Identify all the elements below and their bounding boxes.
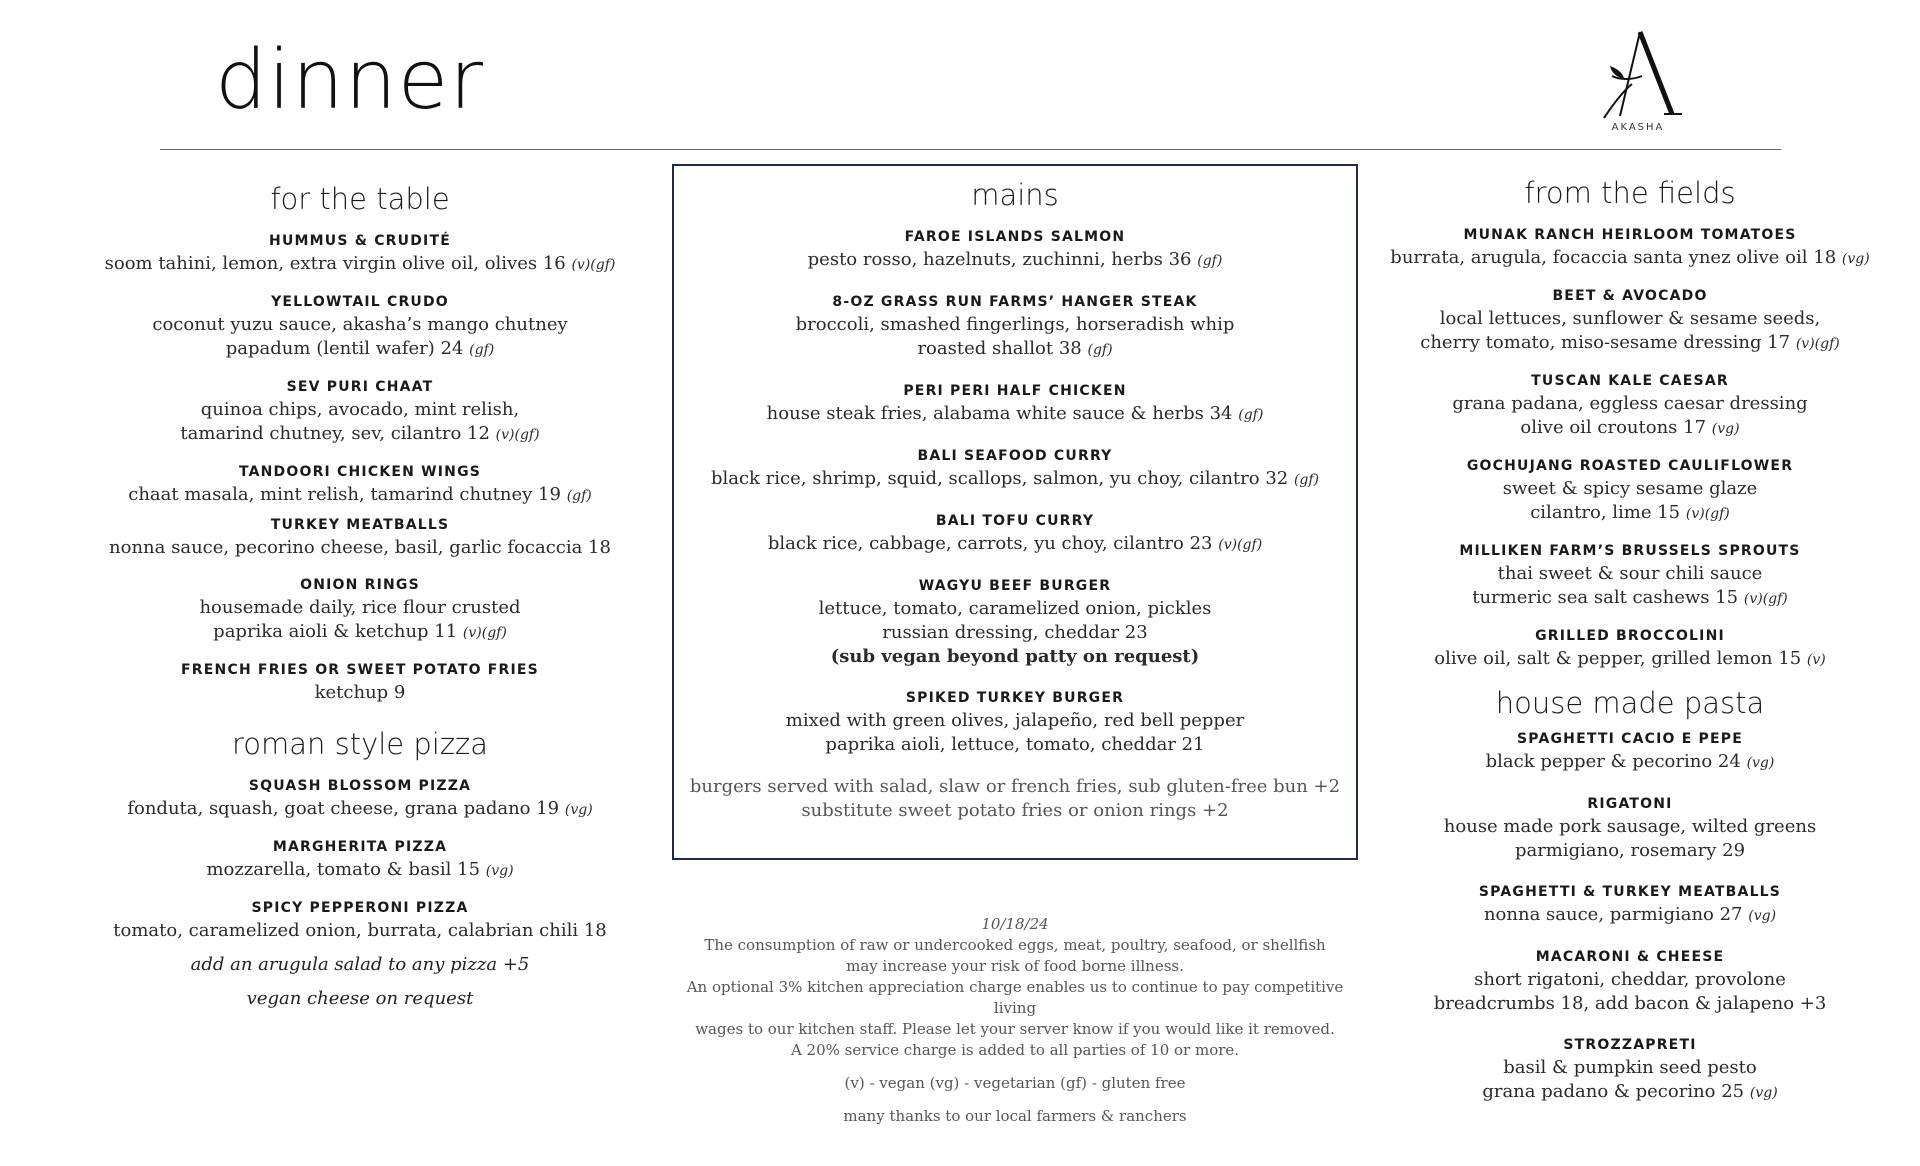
burger-note-line: burgers served with salad, slaw or french fries, sub gluten-free bun +2: [689, 776, 1341, 797]
thanks-note: many thanks to our local farmers & ranchers: [843, 1107, 1187, 1125]
item-name: GRILLED BROCCOLINI: [1535, 628, 1725, 644]
item-name: WAGYU BEEF BURGER: [918, 578, 1112, 594]
menu-item: [1385, 370, 1875, 441]
menu-item: [1385, 285, 1875, 356]
menu-item: [1385, 1034, 1875, 1105]
item-name: BALI TOFU CURRY: [935, 513, 1095, 529]
item-description: fonduta, squash, goat cheese, grana padano 19 (vg): [127, 798, 593, 819]
item-description: black rice, shrimp, squid, scallops, salmon, yu choy, cilantro 32 (gf): [710, 468, 1320, 489]
item-name: SPIKED TURKEY BURGER: [905, 690, 1125, 706]
item-description: cherry tomato, miso-sesame dressing 17 (v)(gf): [1420, 332, 1840, 353]
item-description: house made pork sausage, wilted greens: [1443, 816, 1817, 837]
item-description: mixed with green olives, jalapeño, red bell pepper: [785, 710, 1245, 731]
menu-item: [1385, 946, 1875, 1016]
item-description: black rice, cabbage, carrots, yu choy, cilantro 23 (v)(gf): [767, 533, 1263, 554]
menu-item: [80, 461, 640, 508]
item-description: pesto rosso, hazelnuts, zuchinni, herbs 36 (gf): [807, 249, 1223, 270]
dietary-legend: (v) - vegan (vg) - vegetarian (gf) - gluten free: [844, 1074, 1186, 1092]
item-description: olive oil, salt & pepper, grilled lemon 15 (v): [1434, 648, 1826, 669]
item-name: YELLOWTAIL CRUDO: [271, 294, 449, 310]
item-name: MACARONI & CHEESE: [1535, 949, 1725, 965]
item-name: SEV PURI CHAAT: [286, 379, 434, 395]
header-divider: [160, 149, 1781, 150]
item-description: local lettuces, sunflower & sesame seeds,: [1439, 308, 1821, 329]
item-name: TUSCAN KALE CAESAR: [1531, 373, 1729, 389]
menu-item: [80, 514, 640, 560]
item-description: quinoa chips, avocado, mint relish,: [200, 399, 520, 420]
item-name: HUMMUS & CRUDITÉ: [269, 233, 451, 249]
menu-item: [1385, 881, 1875, 928]
item-name: SPAGHETTI & TURKEY MEATBALLS: [1478, 884, 1782, 900]
item-description: paprika aioli, lettuce, tomato, cheddar 21: [825, 734, 1205, 755]
item-description: mozzarella, tomato & basil 15 (vg): [206, 859, 514, 880]
legal-line: An optional 3% kitchen appreciation charge enables us to continue to pay competitive living: [686, 978, 1344, 1017]
section-title-mains: mains: [971, 178, 1059, 212]
item-name: MUNAK RANCH HEIRLOOM TOMATOES: [1463, 227, 1797, 243]
item-description: soom tahini, lemon, extra virgin olive oil, olives 16 (v)(gf): [104, 253, 616, 274]
burger-note: [674, 775, 1356, 823]
pizza-note: vegan cheese on request: [246, 988, 474, 1009]
legal-line: A 20% service charge is added to all parties of 10 or more.: [790, 1041, 1240, 1059]
akasha-logo-icon: [1590, 28, 1686, 120]
item-description: tomato, caramelized onion, burrata, calabrian chili 18: [113, 920, 607, 941]
page-title: dinner: [215, 33, 484, 128]
item-description: ketchup 9: [314, 682, 406, 703]
menu-item: [674, 687, 1356, 757]
section-title-fields: from the fields: [1524, 176, 1736, 210]
menu-item: [80, 230, 640, 277]
item-description: burrata, arugula, focaccia santa ynez olive oil 18 (vg): [1390, 247, 1870, 268]
item-description: roasted shallot 38 (gf): [917, 338, 1113, 359]
item-description: nonna sauce, parmigiano 27 (vg): [1483, 904, 1777, 925]
menu-item: [80, 574, 640, 645]
item-description: basil & pumpkin seed pesto: [1503, 1057, 1757, 1078]
menu-item: [80, 376, 640, 447]
item-name: TURKEY MEATBALLS: [270, 517, 450, 533]
burger-note-line: substitute sweet potato fries or onion rings +2: [801, 800, 1229, 821]
section-title-pizza: roman style pizza: [231, 727, 489, 761]
item-description: russian dressing, cheddar 23: [882, 622, 1148, 643]
item-name: FAROE ISLANDS SALMON: [904, 229, 1126, 245]
item-description: coconut yuzu sauce, akasha’s mango chutney: [152, 314, 568, 335]
menu-item: [1385, 455, 1875, 526]
item-name: SQUASH BLOSSOM PIZZA: [248, 778, 472, 794]
left-column: [80, 182, 640, 1011]
menu-item: [674, 291, 1356, 362]
item-description: grana padano & pecorino 25 (vg): [1482, 1081, 1778, 1102]
menu-item: [674, 226, 1356, 273]
menu-item: [674, 445, 1356, 492]
menu-date: 10/18/24: [981, 915, 1049, 933]
item-description: black pepper & pecorino 24 (vg): [1485, 751, 1775, 772]
menu-item: [1385, 728, 1875, 775]
item-description: nonna sauce, pecorino cheese, basil, garlic focaccia 18: [109, 537, 611, 558]
legal-notice: [672, 935, 1358, 1061]
section-title-pasta: house made pasta: [1495, 686, 1765, 720]
item-description: thai sweet & sour chili sauce: [1497, 563, 1763, 584]
item-name: TANDOORI CHICKEN WINGS: [238, 464, 482, 480]
item-description: papadum (lentil wafer) 24 (gf): [225, 338, 495, 359]
menu-item: [80, 291, 640, 362]
menu-item: [674, 380, 1356, 427]
legal-line: wages to our kitchen staff. Please let your server know if you would like it removed.: [695, 1020, 1335, 1038]
item-name: STROZZAPRETI: [1563, 1037, 1697, 1053]
item-description: house steak fries, alabama white sauce & herbs 34 (gf): [766, 403, 1264, 424]
item-name: FRENCH FRIES OR SWEET POTATO FRIES: [181, 662, 539, 678]
item-name: BEET & AVOCADO: [1552, 288, 1708, 304]
menu-item: [1385, 793, 1875, 863]
item-name: 8-OZ GRASS RUN FARMS’ HANGER STEAK: [832, 294, 1198, 310]
right-column: [1385, 176, 1875, 1119]
legal-line: The consumption of raw or undercooked eggs, meat, poultry, seafood, or shellfish: [704, 936, 1326, 954]
menu-item: [1385, 625, 1875, 672]
item-name: SPICY PEPPERONI PIZZA: [251, 900, 469, 916]
item-name: MILLIKEN FARM’S BRUSSELS SPROUTS: [1459, 543, 1801, 559]
logo-text: AKASHA: [1611, 122, 1665, 133]
item-description: chaat masala, mint relish, tamarind chutney 19 (gf): [128, 484, 592, 505]
menu-item: [80, 659, 640, 705]
item-name: PERI PERI HALF CHICKEN: [903, 383, 1127, 399]
item-description: sweet & spicy sesame glaze: [1502, 478, 1758, 499]
menu-item: [674, 510, 1356, 557]
footer: [672, 913, 1358, 1127]
item-name: SPAGHETTI CACIO E PEPE: [1516, 731, 1744, 747]
item-description: lettuce, tomato, caramelized onion, pickles: [818, 598, 1212, 619]
item-description: turmeric sea salt cashews 15 (v)(gf): [1472, 587, 1788, 608]
legal-line: may increase your risk of food borne illness.: [846, 957, 1184, 975]
item-name: GOCHUJANG ROASTED CAULIFLOWER: [1466, 458, 1794, 474]
menu-item: [1385, 224, 1875, 271]
item-description: short rigatoni, cheddar, provolone: [1474, 969, 1786, 990]
logo: [1590, 28, 1686, 134]
item-description: breadcrumbs 18, add bacon & jalapeno +3: [1433, 993, 1827, 1014]
item-description: cilantro, lime 15 (v)(gf): [1530, 502, 1730, 523]
item-description-bold: (sub vegan beyond patty on request): [830, 646, 1200, 667]
item-description: parmigiano, rosemary 29: [1514, 840, 1746, 861]
item-name: RIGATONI: [1587, 796, 1673, 812]
menu-item: [674, 575, 1356, 669]
menu-item: [80, 775, 640, 822]
menu-item: [80, 836, 640, 883]
item-name: MARGHERITA PIZZA: [272, 839, 448, 855]
item-name: ONION RINGS: [300, 577, 420, 593]
menu-item: [80, 897, 640, 943]
item-name: BALI SEAFOOD CURRY: [917, 448, 1113, 464]
item-description: housemade daily, rice flour crusted: [199, 597, 521, 618]
item-description: broccoli, smashed fingerlings, horseradish whip: [795, 314, 1235, 335]
item-description: paprika aioli & ketchup 11 (v)(gf): [213, 621, 507, 642]
item-description: grana padana, eggless caesar dressing: [1452, 393, 1808, 414]
menu-item: [1385, 540, 1875, 611]
pizza-note: add an arugula salad to any pizza +5: [190, 954, 530, 975]
mains-box: [672, 164, 1358, 860]
section-title-for-the-table: for the table: [270, 182, 450, 216]
item-description: tamarind chutney, sev, cilantro 12 (v)(gf): [180, 423, 540, 444]
item-description: olive oil croutons 17 (vg): [1520, 417, 1740, 438]
